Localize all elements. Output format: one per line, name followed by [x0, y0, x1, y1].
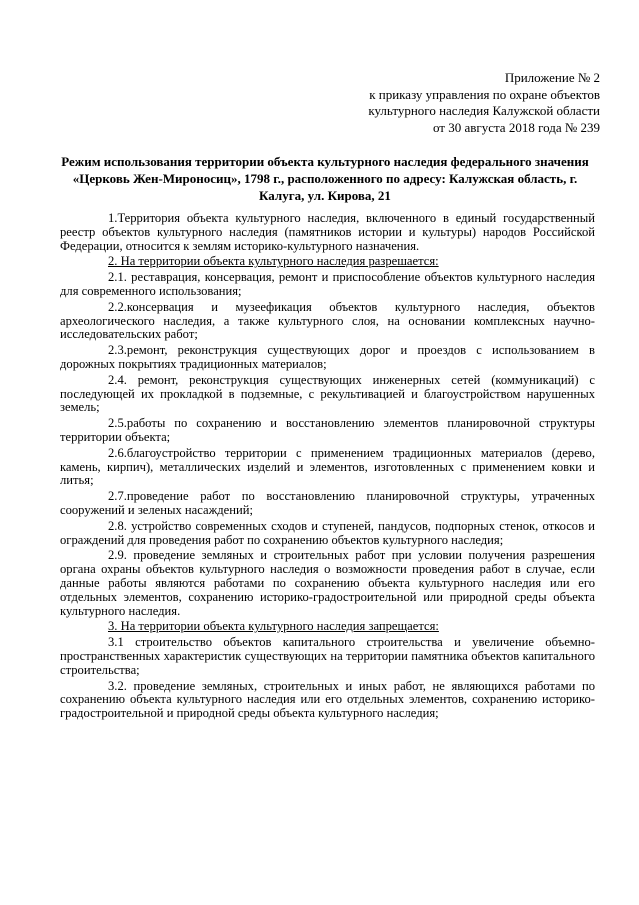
paragraph-2-2: 2.2.консервация и музеефикация объектов культурного наследия, объектов археологического наследия, а также культурного слоя, на основании комплексных научно-исследовательских работ; — [60, 299, 595, 342]
section-heading-prohibited: 3. На территории объекта культурного наследия запрещается: — [108, 619, 439, 634]
appendix-authority-line: культурного наследия Калужской области — [368, 103, 600, 118]
paragraph-2-5: 2.5.работы по сохранению и восстановлению элементов планировочной структуры территории объекта; — [60, 416, 595, 444]
appendix-order-line: к приказу управления по охране объектов — [369, 86, 600, 102]
paragraph-2-9: 2.9. проведение земляных и строительных работ при условии получения разрешения органа охраны объектов культурного наследия о возможности проведения работ в случае, если данные работы являются работами по сохранению объекта культурного наследия или его отдельных элементов, сохранению историко-градостроительной или природной среды объекта культурного наследия. — [60, 548, 595, 618]
appendix-date-line: от 30 августа 2018 года № 239 — [432, 119, 600, 135]
section-heading-allowed: 2. На территории объекта культурного наследия разрешается: — [108, 254, 439, 269]
paragraph-3-2: 3.2. проведение земляных, строительных и иных работ, не являющихся работами по сохранению объекта культурного наследия или его отдельных элементов, сохранению историко-градостроительной и природной среды объекта культурного наследия; — [60, 678, 595, 721]
appendix-number: Приложение № 2 — [504, 70, 600, 85]
paragraph-2-1: 2.1. реставрация, консервация, ремонт и приспособление объектов культурного наследия для современного использования; — [60, 270, 595, 298]
paragraph-2-3: 2.3.ремонт, реконструкция существующих дорог и проездов с использованием в дорожных покрытиях традиционных материалов; — [60, 343, 595, 371]
paragraph-3-1: 3.1 строительство объектов капитального строительства и увеличение объемно-пространственных характеристик существующих на территории памятника объектов капитального строительства; — [60, 635, 595, 677]
paragraph-2-4: 2.4. ремонт, реконструкция существующих инженерных сетей (коммуникаций) с последующей их прокладкой в подземные, с рекультивацией и благоустройством нарушенных земель; — [60, 372, 595, 415]
paragraph-1: 1.Территория объекта культурного наследия, включенного в единый государственный реестр объектов культурного наследия (памятников истории и культуры) народов Российской Федерации, относится к землям историко-культурного назначения. — [60, 211, 595, 253]
paragraph-2-6: 2.6.благоустройство территории с применением традиционных материалов (дерево, камень, кирпич), металлических изделий и элементов, изготовленных с применением ковки и литья; — [60, 445, 595, 488]
appendix-header — [330, 70, 600, 136]
paragraph-2-7: 2.7.проведение работ по восстановлению планировочной структуры, утраченных сооружений и зеленых насаждений; — [60, 489, 595, 517]
paragraph-2-8: 2.8. устройство современных сходов и ступеней, пандусов, подпорных стенок, откосов и ограждений для проведения работ по сохранению объектов культурного наследия; — [60, 518, 595, 547]
document-body — [60, 212, 595, 723]
document-title: Режим использования территории объекта культурного наследия федерального значения «Церковь Жен-Мироносиц», 1798 г., расположенного по адресу: Калужская область, г. Калуга, ул. Кирова, 21 — [61, 154, 589, 203]
